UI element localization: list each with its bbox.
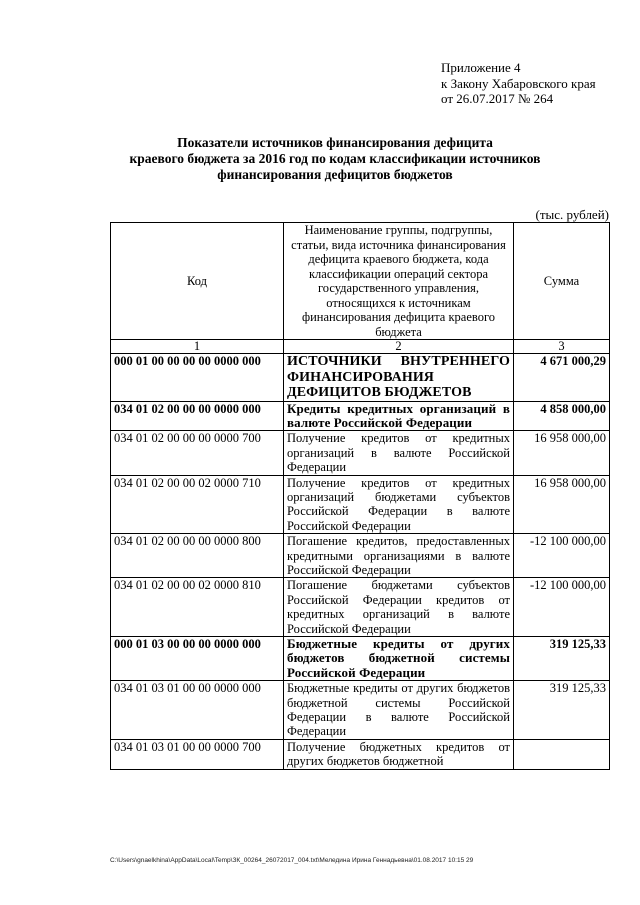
row-code: 034 01 03 01 00 00 0000 000 bbox=[111, 681, 284, 740]
row-sum: 16 958 000,00 bbox=[514, 475, 610, 534]
row-code: 000 01 00 00 00 00 0000 000 bbox=[111, 354, 284, 402]
title-line-2: краевого бюджета за 2016 год по кодам классификации источников bbox=[129, 151, 541, 166]
row-name: Кредиты кредитных организаций в валюте Российской Федерации bbox=[284, 401, 514, 431]
appendix-note bbox=[441, 60, 596, 107]
row-sum: 16 958 000,00 bbox=[514, 431, 610, 475]
row-sum: 319 125,33 bbox=[514, 637, 610, 681]
header-name: Наименование группы, подгруппы, статьи, вида источника финансирования дефицита краевого бюджета, кода классификации операций сектора государственного управления, относящихся к источникам финансирования дефицита краевого бюджета bbox=[284, 223, 514, 340]
row-code: 034 01 02 00 00 02 0000 810 bbox=[111, 578, 284, 637]
row-name: Погашение кредитов, предоставленных кредитными организациями в валюте Российской Федерации bbox=[284, 534, 514, 578]
table-row bbox=[111, 739, 610, 769]
row-name: Погашение бюджетами субъектов Российской Федерации кредитов от кредитных организаций в валюте Российской Федерации bbox=[284, 578, 514, 637]
row-code: 034 01 02 00 00 00 0000 000 bbox=[111, 401, 284, 431]
document-title bbox=[100, 135, 570, 183]
title-line-1: Показатели источников финансирования дефицита bbox=[177, 135, 493, 150]
row-code: 000 01 03 00 00 00 0000 000 bbox=[111, 637, 284, 681]
column-number: 1 bbox=[111, 340, 284, 354]
table-row bbox=[111, 431, 610, 475]
header-code: Код bbox=[111, 223, 284, 340]
row-sum: 4 858 000,00 bbox=[514, 401, 610, 431]
column-number: 2 bbox=[284, 340, 514, 354]
row-name: Бюджетные кредиты от других бюджетов бюджетной системы Российской Федерации в валюте Российской Федерации bbox=[284, 681, 514, 740]
file-path-footer: C:\Users\gnaelkhina\AppData\Local\Temp\ЗК_00264_26072017_004.txt\Меледина Ирина Геннадьевна\01.08.2017 10:15 29 bbox=[110, 857, 474, 864]
header-sum: Сумма bbox=[514, 223, 610, 340]
row-code: 034 01 03 01 00 00 0000 700 bbox=[111, 739, 284, 769]
row-name: Бюджетные кредиты от других бюджетов бюджетной системы Российской Федерации bbox=[284, 637, 514, 681]
column-number: 3 bbox=[514, 340, 610, 354]
row-sum: -12 100 000,00 bbox=[514, 578, 610, 637]
table-row bbox=[111, 637, 610, 681]
row-sum: -12 100 000,00 bbox=[514, 534, 610, 578]
row-sum bbox=[514, 739, 610, 769]
table-row bbox=[111, 475, 610, 534]
row-code: 034 01 02 00 00 02 0000 710 bbox=[111, 475, 284, 534]
table-row bbox=[111, 354, 610, 402]
row-name: ИСТОЧНИКИ ВНУТРЕННЕГО ФИНАНСИРОВАНИЯ ДЕФИЦИТОВ БЮДЖЕТОВ bbox=[284, 354, 514, 402]
table-row bbox=[111, 578, 610, 637]
table-header-row bbox=[111, 223, 610, 340]
table-row bbox=[111, 681, 610, 740]
row-name: Получение кредитов от кредитных организаций бюджетами субъектов Российской Федерации в валюте Российской Федерации bbox=[284, 475, 514, 534]
column-number-row bbox=[111, 340, 610, 354]
row-name: Получение бюджетных кредитов от других бюджетов бюджетной bbox=[284, 739, 514, 769]
table-row bbox=[111, 534, 610, 578]
units-note: (тыс. рублей) bbox=[535, 207, 609, 222]
appendix-line-2: к Закону Хабаровского края bbox=[441, 75, 596, 91]
row-sum: 319 125,33 bbox=[514, 681, 610, 740]
title-line-3: финансирования дефицитов бюджетов bbox=[217, 167, 453, 182]
row-code: 034 01 02 00 00 00 0000 700 bbox=[111, 431, 284, 475]
row-code: 034 01 02 00 00 00 0000 800 bbox=[111, 534, 284, 578]
appendix-line-3: от 26.07.2017 № 264 bbox=[441, 91, 554, 106]
row-name: Получение кредитов от кредитных организаций в валюте Российской Федерации bbox=[284, 431, 514, 475]
budget-sources-table bbox=[110, 222, 610, 770]
appendix-line-1: Приложение 4 bbox=[441, 60, 521, 75]
table-row bbox=[111, 401, 610, 431]
row-sum: 4 671 000,29 bbox=[514, 354, 610, 402]
